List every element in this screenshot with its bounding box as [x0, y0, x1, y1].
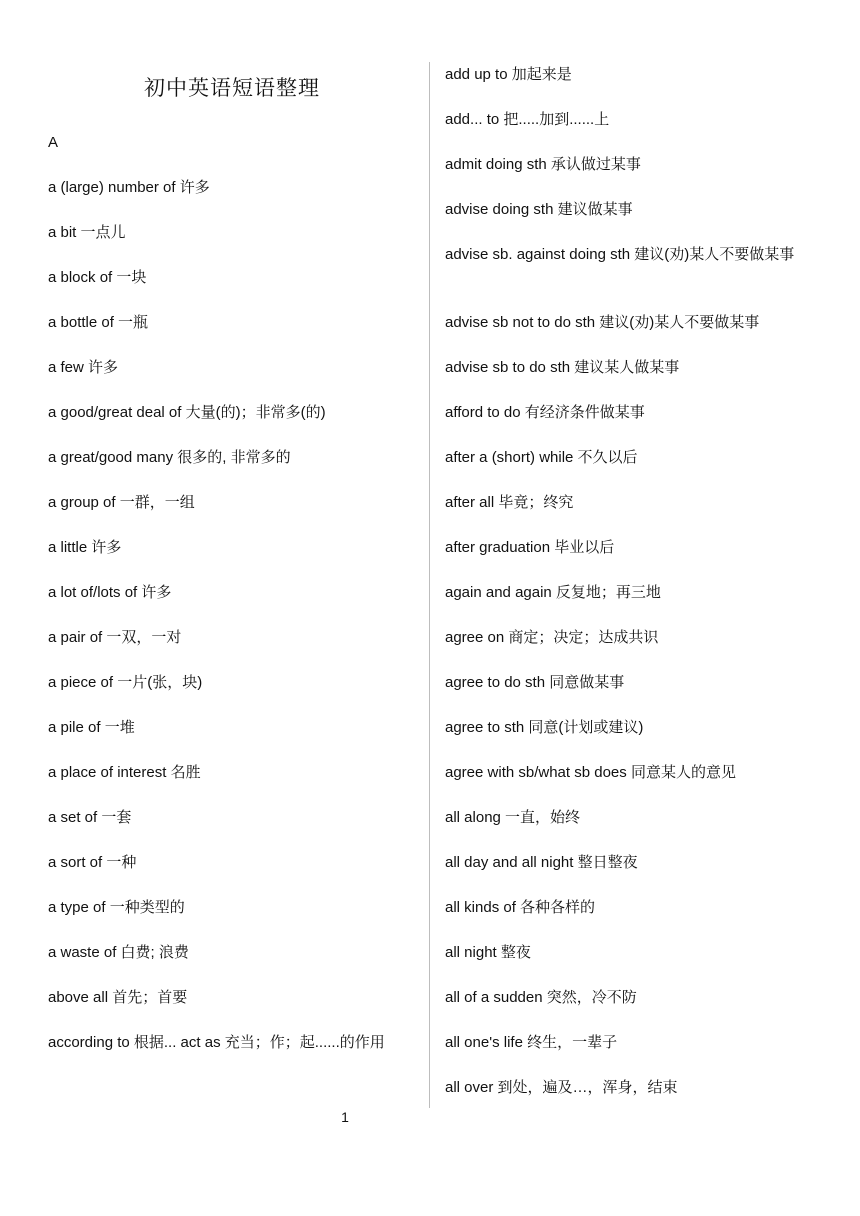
page-title: 初中英语短语整理: [144, 76, 320, 100]
phrase-entry: a sort of 一种: [48, 854, 137, 871]
phrase-entry: a bit 一点儿: [48, 224, 126, 241]
phrase-entry: a place of interest 名胜: [48, 764, 201, 781]
section-letter: A: [48, 134, 59, 151]
phrase-entry: after all 毕竟；终究: [445, 494, 574, 511]
phrase-entry: a little 许多: [48, 539, 122, 556]
phrase-entry: all night 整夜: [445, 944, 531, 961]
page-number: 1: [341, 1109, 349, 1125]
phrase-entry: advise doing sth 建议做某事: [445, 201, 633, 218]
phrase-entry: advise sb. against doing sth 建议(劝)某人不要做某事: [445, 246, 795, 263]
phrase-entry: after a (short) while 不久以后: [445, 449, 638, 466]
phrase-entry: all over 到处，遍及…，浑身，结束: [445, 1079, 678, 1096]
phrase-entry: advise sb to do sth 建议某人做某事: [445, 359, 680, 376]
phrase-entry: a pile of 一堆: [48, 719, 135, 736]
phrase-entry: a block of 一块: [48, 269, 147, 286]
phrase-entry: a good/great deal of 大量(的)；非常多(的): [48, 404, 326, 421]
phrase-entry: according to 根据... act as 充当；作；起......的作用: [48, 1034, 385, 1051]
phrase-entry: a waste of 白费; 浪费: [48, 944, 189, 961]
column-divider: [429, 62, 430, 1108]
phrase-entry: agree to do sth 同意做某事: [445, 674, 625, 691]
phrase-entry: a few 许多: [48, 359, 119, 376]
phrase-entry: agree with sb/what sb does 同意某人的意见: [445, 764, 736, 781]
phrase-entry: all of a sudden 突然，冷不防: [445, 989, 637, 1006]
phrase-entry: advise sb not to do sth 建议(劝)某人不要做某事: [445, 314, 760, 331]
phrase-entry: again and again 反复地；再三地: [445, 584, 661, 601]
phrase-entry: add... to 把.....加到......上: [445, 111, 610, 128]
phrase-entry: above all 首先；首要: [48, 989, 188, 1006]
phrase-entry: all day and all night 整日整夜: [445, 854, 638, 871]
phrase-entry: a piece of 一片(张，块): [48, 674, 203, 691]
phrase-entry: agree to sth 同意(计划或建议): [445, 719, 644, 736]
phrase-entry: all one's life 终生，一辈子: [445, 1034, 618, 1051]
phrase-entry: a pair of 一双，一对: [48, 629, 182, 646]
phrase-entry: a lot of/lots of 许多: [48, 584, 172, 601]
phrase-entry: all along 一直，始终: [445, 809, 581, 826]
phrase-entry: after graduation 毕业以后: [445, 539, 615, 556]
phrase-entry: agree on 商定；决定；达成共识: [445, 629, 659, 646]
phrase-entry: a type of 一种类型的: [48, 899, 185, 916]
phrase-entry: a (large) number of 许多: [48, 179, 210, 196]
phrase-entry: afford to do 有经济条件做某事: [445, 404, 645, 421]
phrase-entry: a group of 一群，一组: [48, 494, 195, 511]
phrase-entry: a great/good many 很多的, 非常多的: [48, 449, 291, 466]
phrase-entry: all kinds of 各种各样的: [445, 899, 596, 916]
phrase-entry: a bottle of 一瓶: [48, 314, 149, 331]
phrase-entry: add up to 加起来是: [445, 66, 572, 83]
phrase-entry: admit doing sth 承认做过某事: [445, 156, 641, 173]
phrase-entry: a set of 一套: [48, 809, 132, 826]
